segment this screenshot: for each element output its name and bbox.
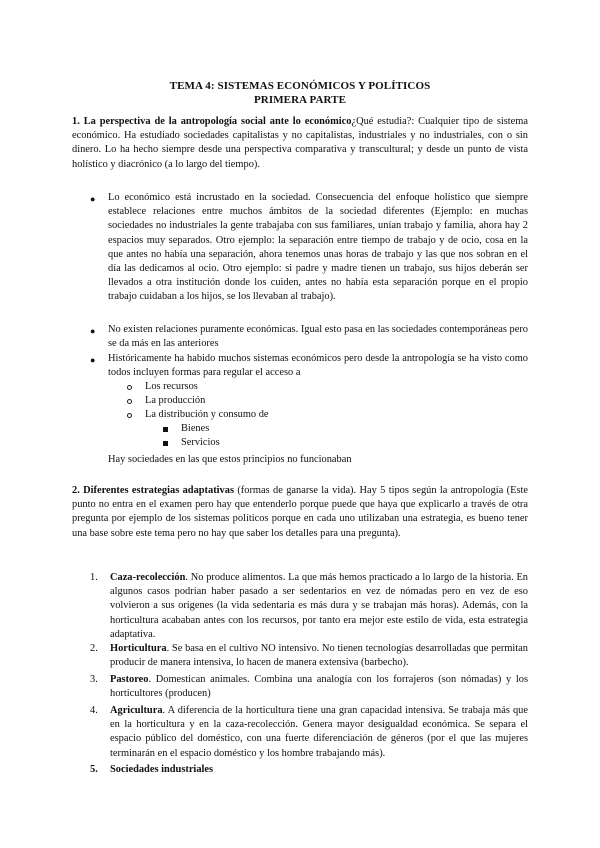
list-number: 1. <box>90 572 98 583</box>
strategy-item-4 <box>110 704 528 761</box>
section-1-paragraph <box>72 115 528 172</box>
list-number: 2. <box>90 643 98 654</box>
strategy-item-3 <box>110 673 528 701</box>
bullet-icon: ● <box>90 355 96 365</box>
strategy-text: . A diferencia de la horticultura tiene una gran capacidad intensiva. Se trabaja más que en la horticultura y en la caza-recolección. Genera mayor desigualdad económica. Se separa el espacio público del doméstico, con una fuerte diferenciación de géneros (por el que las mujeres terminarán en el espacio doméstico y los hombre trabajando más). <box>110 705 528 759</box>
strategy-text: . Se basa en el cultivo NO intensivo. No tienen tecnologías desarrolladas que permitan producir de manera intensiva, lo hacen de manera extensiva (barbecho). <box>110 643 528 669</box>
bullet-item-2: No existen relaciones puramente económicas. Igual esto pasa en las sociedades contemporáneas pero se da más en las anteriores <box>108 324 528 350</box>
circle-bullet-icon <box>127 399 132 404</box>
subsublist-item-1: Bienes <box>181 423 210 434</box>
section-1-text: ¿Qué estudia?: Cualquier tipo de sistema económico. Ha estudiado sociedades capitalistas y no capitalistas, industriales y no industriales, con o sin dinero. Lo ha hecho siempre desde una perspectiva comparativa y transcultural; y desde un punto de vista holístico y diacrónico (a lo largo del tiempo). <box>72 116 528 170</box>
strategy-item-5 <box>110 763 528 777</box>
strategy-name: Caza-recolección <box>110 572 186 583</box>
subsublist-item-2: Servicios <box>181 437 220 448</box>
list-number: 4. <box>90 705 98 716</box>
document-subtitle: PRIMERA PARTE <box>253 94 347 106</box>
list-number: 3. <box>90 674 98 685</box>
strategy-item-1 <box>110 571 528 642</box>
bullet-icon: ● <box>90 194 96 204</box>
note-text: Hay sociedades en las que estos principios no funcionaban <box>108 454 352 465</box>
square-bullet-icon <box>163 427 168 432</box>
section-1-heading: 1. La perspectiva de la antropología social ante lo económico <box>72 116 352 127</box>
list-number: 5. <box>90 764 98 775</box>
bullet-item-1: Lo económico está incrustado en la sociedad. Consecuencia del enfoque holístico que siempre establece relaciones entre muchos ámbitos de la sociedad diferentes (Ejemplo: en muchas sociedades no industriales la gente trabajaba con sus familiares, unían trabajo y familia, ahora hay 2 espacios muy separados. Otro ejemplo: la separación entre tiempo de trabajo y de ocio, cosa en la que antes no había una separación, ahora tenemos unas horas de trabajo y las que nos sobran en el día las dedicamos al ocio. Otro ejemplo: si padre y madre tienen un trabajo, sus hijos deberán ser llevados a otra institución donde los cuiden, antes no había esta separación porque en el propio trabajo cuidaban a los hijos, se los llevaban al trabajo). <box>108 192 528 303</box>
sublist-item-3: La distribución y consumo de <box>145 409 269 420</box>
strategy-name: Sociedades industriales <box>110 764 214 775</box>
section-2-heading: 2. Diferentes estrategias adaptativas <box>72 485 234 496</box>
strategy-text: . Domestican animales. Combina una analogía con los forrajeros (son nómadas) y los horticultores (producen) <box>110 674 528 700</box>
document-title: TEMA 4: SISTEMAS ECONÓMICOS Y POLÍTICOS <box>169 80 431 92</box>
strategy-item-2 <box>110 642 528 670</box>
strategy-name: Agricultura <box>110 705 163 716</box>
section-2-paragraph <box>72 484 528 541</box>
circle-bullet-icon <box>127 385 132 390</box>
sublist-item-2: La producción <box>145 395 206 406</box>
bullet-item-3: Históricamente ha habido muchos sistemas económicos pero desde la antropología se ha visto como todos incluyen formas para regular el acceso a <box>108 353 528 379</box>
circle-bullet-icon <box>127 413 132 418</box>
bullet-icon: ● <box>90 326 96 336</box>
strategy-name: Pastoreo <box>110 674 149 685</box>
strategy-text: . No produce alimentos. La que más hemos practicado a lo largo de la historia. En algunos casos podrían haber pasado a ser sedentarios en vez de nómadas pero en vez de eso volvieron a sus orígenes (la vida sedentaria es más dura y se trabajan más horas). Además, con la horticultura acababan antes con los recursos, por tanto era mejor este estilo de vida, esta estrategia adaptativa. <box>110 572 528 640</box>
section-2-text: (formas de ganarse la vida). Hay 5 tipos según la antropología (Este punto no entra en el examen pero hay que entenderlo porque puede que haya que explicarlo a través de otra pregunta por ejemplo de los sistemas políticos porque en cada uno utilizaban una estrategia, es bueno tener una base sobre este tema pero no hay que saber los detalles para una pregunta). <box>72 485 528 539</box>
strategy-name: Horticultura <box>110 643 167 654</box>
sublist-item-1: Los recursos <box>145 381 198 392</box>
square-bullet-icon <box>163 441 168 446</box>
